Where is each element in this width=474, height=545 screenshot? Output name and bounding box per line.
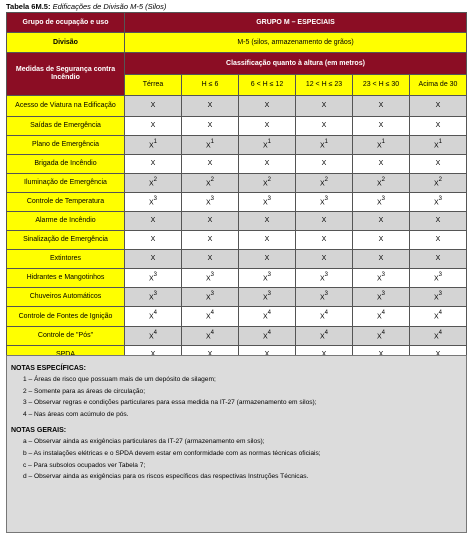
note-reference: 1: [267, 138, 271, 145]
measure-label: Chuveiros Automáticos: [7, 288, 125, 307]
note-reference: 1: [153, 138, 157, 145]
requirement-cell: [410, 136, 467, 155]
requirement-cell: [410, 250, 467, 269]
note-reference: 4: [210, 310, 214, 317]
requirement-mark: X: [148, 142, 154, 150]
requirement-cell: [410, 231, 467, 250]
requirement-mark: X: [264, 122, 270, 130]
requirement-cell: [125, 212, 182, 231]
group-row: [7, 13, 467, 33]
requirement-cell: [353, 155, 410, 174]
note-reference: 2: [267, 176, 271, 183]
requirement-mark: X: [262, 313, 268, 321]
requirement-cell: [239, 117, 296, 136]
classification-label: Classificação quanto à altura (em metros): [125, 53, 467, 75]
requirement-mark: X: [435, 236, 441, 244]
classification-row: [7, 53, 467, 75]
note-reference: 3: [438, 195, 442, 202]
table-row: [7, 174, 467, 193]
requirement-mark: X: [321, 102, 327, 110]
note-reference: 3: [210, 290, 214, 297]
requirement-cell: [353, 269, 410, 288]
requirement-cell: [296, 155, 353, 174]
requirement-mark: X: [433, 313, 439, 321]
requirement-cell: [296, 288, 353, 307]
requirement-cell: [239, 307, 296, 327]
requirement-cell: [353, 117, 410, 136]
measure-label: Controle de Fontes de Ignição: [7, 307, 125, 327]
requirement-cell: [125, 96, 182, 117]
requirement-mark: X: [435, 160, 441, 168]
requirement-cell: [125, 117, 182, 136]
note-reference: 3: [381, 195, 385, 202]
table-row: [7, 327, 467, 346]
note-reference: 4: [381, 329, 385, 336]
note-reference: 3: [210, 271, 214, 278]
note-reference: 3: [381, 271, 385, 278]
requirement-cell: [353, 231, 410, 250]
requirement-cell: [296, 269, 353, 288]
note-reference: 3: [438, 290, 442, 297]
requirement-cell: [182, 288, 239, 307]
table-row: [7, 155, 467, 174]
table-row: [7, 269, 467, 288]
requirement-cell: [296, 117, 353, 136]
requirement-mark: X: [433, 275, 439, 283]
requirement-cell: [182, 269, 239, 288]
requirement-cell: [410, 155, 467, 174]
requirement-cell: [296, 231, 353, 250]
measure-label: Alarme de Incêndio: [7, 212, 125, 231]
requirement-mark: X: [148, 294, 154, 302]
requirement-mark: X: [378, 102, 384, 110]
requirement-cell: [296, 136, 353, 155]
note-reference: 3: [381, 290, 385, 297]
requirement-cell: [125, 155, 182, 174]
requirement-mark: X: [376, 142, 382, 150]
requirement-mark: X: [319, 294, 325, 302]
requirement-cell: [182, 96, 239, 117]
requirement-mark: X: [262, 142, 268, 150]
requirement-cell: [239, 327, 296, 346]
specific-notes-list: [11, 376, 462, 419]
requirement-mark: X: [433, 199, 439, 207]
measure-label: Saídas de Emergência: [7, 117, 125, 136]
requirement-cell: [353, 288, 410, 307]
general-notes-list: [11, 438, 462, 481]
note-reference: 4: [438, 329, 442, 336]
note-reference: 1: [324, 138, 328, 145]
table-row: [7, 212, 467, 231]
requirement-cell: [125, 193, 182, 212]
group-label: Grupo de ocupação e uso: [7, 13, 125, 33]
requirement-cell: [410, 174, 467, 193]
requirement-cell: [353, 327, 410, 346]
requirement-mark: X: [207, 122, 213, 130]
requirement-cell: [125, 250, 182, 269]
requirement-cell: [182, 174, 239, 193]
note-reference: 3: [324, 290, 328, 297]
height-column-header: Térrea: [125, 75, 182, 96]
general-note-item: c – Para subsolos ocupados ver Tabela 7;: [23, 461, 146, 469]
measure-label: Iluminação de Emergência: [7, 174, 125, 193]
general-note-item: a – Observar ainda as exigências particulares da IT-27 (armazenamento em silos);: [23, 438, 265, 446]
requirement-cell: [182, 117, 239, 136]
caption-label: Tabela 6M.5:: [6, 2, 51, 11]
requirement-mark: X: [321, 160, 327, 168]
note-reference: 4: [438, 310, 442, 317]
requirement-mark: X: [264, 217, 270, 225]
requirement-mark: X: [148, 199, 154, 207]
requirement-cell: [182, 136, 239, 155]
requirement-mark: X: [150, 122, 156, 130]
requirement-mark: X: [319, 313, 325, 321]
requirement-cell: [239, 212, 296, 231]
note-reference: 2: [438, 176, 442, 183]
height-column-header: 6 < H ≤ 12: [239, 75, 296, 96]
requirement-mark: X: [433, 294, 439, 302]
height-column-header: Acima de 30: [410, 75, 467, 96]
table-row: [7, 250, 467, 269]
requirement-mark: X: [376, 180, 382, 188]
requirement-mark: X: [435, 255, 441, 263]
requirement-mark: X: [378, 122, 384, 130]
measure-label: Controle de "Pós": [7, 327, 125, 346]
requirement-mark: X: [319, 199, 325, 207]
specific-note-item: 3 – Observar regras e condições particulares para essa medida na IT-27 (armazenamento em silos);: [23, 399, 317, 407]
measures-label: Medidas de Segurança contra Incêndio: [7, 53, 125, 96]
requirement-mark: X: [376, 275, 382, 283]
requirement-mark: X: [207, 217, 213, 225]
note-reference: 3: [324, 271, 328, 278]
requirement-mark: X: [150, 102, 156, 110]
requirement-mark: X: [205, 142, 211, 150]
requirement-cell: [182, 250, 239, 269]
requirement-mark: X: [150, 217, 156, 225]
requirement-mark: X: [148, 275, 154, 283]
note-reference: 3: [267, 271, 271, 278]
division-label: Divisão: [7, 33, 125, 53]
requirement-mark: X: [321, 236, 327, 244]
table-row: [7, 231, 467, 250]
requirement-mark: X: [321, 217, 327, 225]
requirement-mark: X: [376, 294, 382, 302]
measure-label: Brigada de Incêndio: [7, 155, 125, 174]
requirement-cell: [182, 212, 239, 231]
note-reference: 4: [153, 310, 157, 317]
requirement-cell: [182, 155, 239, 174]
requirement-cell: [296, 307, 353, 327]
note-reference: 4: [267, 310, 271, 317]
note-reference: 1: [438, 138, 442, 145]
measure-label: Plano de Emergência: [7, 136, 125, 155]
height-column-header: H ≤ 6: [182, 75, 239, 96]
requirement-mark: X: [378, 160, 384, 168]
table-row: [7, 117, 467, 136]
requirement-cell: [239, 231, 296, 250]
requirement-cell: [353, 212, 410, 231]
requirement-mark: X: [205, 199, 211, 207]
specific-note-item: 1 – Áreas de risco que possuam mais de um depósito de silagem;: [23, 376, 216, 384]
notes-box: [6, 355, 467, 533]
requirement-mark: X: [435, 217, 441, 225]
requirement-cell: [182, 307, 239, 327]
note-reference: 3: [324, 195, 328, 202]
requirement-mark: X: [148, 180, 154, 188]
requirement-cell: [410, 269, 467, 288]
note-reference: 3: [438, 271, 442, 278]
height-column-header: 12 < H ≤ 23: [296, 75, 353, 96]
requirement-cell: [296, 327, 353, 346]
requirement-mark: X: [378, 255, 384, 263]
note-reference: 4: [324, 329, 328, 336]
requirement-cell: [410, 193, 467, 212]
requirement-cell: [239, 136, 296, 155]
requirement-mark: X: [319, 142, 325, 150]
requirement-cell: [410, 327, 467, 346]
requirement-cell: [239, 193, 296, 212]
requirement-mark: X: [433, 333, 439, 341]
requirement-mark: X: [433, 180, 439, 188]
requirement-cell: [125, 327, 182, 346]
requirement-cell: [353, 96, 410, 117]
requirement-mark: X: [321, 255, 327, 263]
requirement-mark: X: [205, 333, 211, 341]
note-reference: 4: [210, 329, 214, 336]
note-reference: 4: [324, 310, 328, 317]
table-row: [7, 288, 467, 307]
requirement-mark: X: [205, 275, 211, 283]
requirement-mark: X: [264, 160, 270, 168]
note-reference: 3: [153, 290, 157, 297]
requirement-cell: [239, 96, 296, 117]
general-notes-title: NOTAS GERAIS:: [11, 427, 67, 435]
requirement-mark: X: [319, 275, 325, 283]
requirement-mark: X: [207, 102, 213, 110]
measure-label: Acesso de Viatura na Edificação: [7, 96, 125, 117]
requirement-mark: X: [262, 294, 268, 302]
requirement-cell: [125, 307, 182, 327]
requirement-mark: X: [150, 255, 156, 263]
requirement-mark: X: [376, 199, 382, 207]
requirement-cell: [239, 250, 296, 269]
requirement-mark: X: [262, 180, 268, 188]
requirement-mark: X: [205, 180, 211, 188]
requirement-cell: [182, 193, 239, 212]
requirement-mark: X: [207, 255, 213, 263]
note-reference: 4: [267, 329, 271, 336]
general-note-item: d – Observar ainda as exigências para os riscos específicos das respectivas Instruções Técnicas.: [23, 473, 309, 481]
note-reference: 3: [153, 271, 157, 278]
note-reference: 3: [267, 195, 271, 202]
requirement-cell: [410, 117, 467, 136]
requirement-mark: X: [376, 313, 382, 321]
requirement-mark: X: [205, 294, 211, 302]
note-reference: 4: [381, 310, 385, 317]
division-row: [7, 33, 467, 53]
note-reference: 4: [153, 329, 157, 336]
division-value: M-5 (silos, armazenamento de grãos): [125, 33, 467, 53]
table-row: [7, 193, 467, 212]
note-reference: 1: [381, 138, 385, 145]
requirement-mark: X: [378, 236, 384, 244]
requirement-mark: X: [150, 160, 156, 168]
requirement-cell: [410, 307, 467, 327]
requirement-mark: X: [433, 142, 439, 150]
requirement-cell: [125, 174, 182, 193]
requirement-mark: X: [207, 160, 213, 168]
note-reference: 3: [210, 195, 214, 202]
requirement-cell: [125, 269, 182, 288]
specific-notes-title: NOTAS ESPECÍFICAS:: [11, 365, 86, 372]
measure-label: Extintores: [7, 250, 125, 269]
requirement-mark: X: [262, 333, 268, 341]
requirement-mark: X: [264, 255, 270, 263]
requirement-cell: [353, 174, 410, 193]
general-note-item: b – As instalações elétricas e o SPDA devem estar em conformidade com as normas técnicas oficiais;: [23, 450, 321, 457]
requirement-cell: [239, 155, 296, 174]
requirement-cell: [353, 193, 410, 212]
note-reference: 2: [324, 176, 328, 183]
requirement-cell: [353, 250, 410, 269]
requirement-mark: X: [435, 102, 441, 110]
requirement-cell: [296, 212, 353, 231]
requirement-cell: [353, 136, 410, 155]
requirement-cell: [125, 136, 182, 155]
note-reference: 2: [381, 176, 385, 183]
note-reference: 3: [153, 195, 157, 202]
note-reference: 2: [210, 176, 214, 183]
requirement-mark: X: [262, 275, 268, 283]
requirement-mark: X: [262, 199, 268, 207]
requirement-mark: X: [205, 313, 211, 321]
group-value: GRUPO M – ESPECIAIS: [125, 13, 467, 33]
requirement-cell: [296, 96, 353, 117]
requirement-mark: X: [148, 333, 154, 341]
table-row: [7, 96, 467, 117]
requirement-mark: X: [319, 180, 325, 188]
requirement-cell: [410, 96, 467, 117]
requirement-cell: [182, 327, 239, 346]
measure-label: Sinalização de Emergência: [7, 231, 125, 250]
requirement-mark: X: [264, 236, 270, 244]
requirement-mark: X: [207, 236, 213, 244]
requirement-mark: X: [378, 217, 384, 225]
requirement-cell: [296, 250, 353, 269]
requirement-mark: X: [376, 333, 382, 341]
requirement-cell: [296, 174, 353, 193]
requirement-mark: X: [264, 102, 270, 110]
requirement-cell: [182, 231, 239, 250]
requirement-cell: [410, 212, 467, 231]
requirement-cell: [239, 174, 296, 193]
measure-label: Hidrantes e Mangotinhos: [7, 269, 125, 288]
note-reference: 2: [153, 176, 157, 183]
safety-measures-table: [6, 12, 467, 365]
requirement-mark: X: [435, 122, 441, 130]
requirement-cell: [125, 288, 182, 307]
requirement-cell: [239, 288, 296, 307]
requirement-cell: [239, 269, 296, 288]
table-caption: [6, 2, 166, 11]
specific-note-item: 2 – Somente para as áreas de circulação;: [23, 387, 146, 395]
requirement-cell: [125, 231, 182, 250]
requirement-mark: X: [150, 236, 156, 244]
table-row: [7, 307, 467, 327]
requirement-mark: X: [321, 122, 327, 130]
requirement-mark: X: [319, 333, 325, 341]
requirement-cell: [296, 193, 353, 212]
caption-title: Edificações de Divisão M-5 (Silos): [52, 2, 167, 11]
note-reference: 3: [267, 290, 271, 297]
note-reference: 1: [210, 138, 214, 145]
requirement-cell: [410, 288, 467, 307]
height-column-header: 23 < H ≤ 30: [353, 75, 410, 96]
measure-label: Controle de Temperatura: [7, 193, 125, 212]
requirement-cell: [353, 307, 410, 327]
specific-note-item: 4 – Nas áreas com acúmulo de pós.: [23, 410, 129, 418]
requirement-mark: X: [148, 313, 154, 321]
table-row: [7, 136, 467, 155]
